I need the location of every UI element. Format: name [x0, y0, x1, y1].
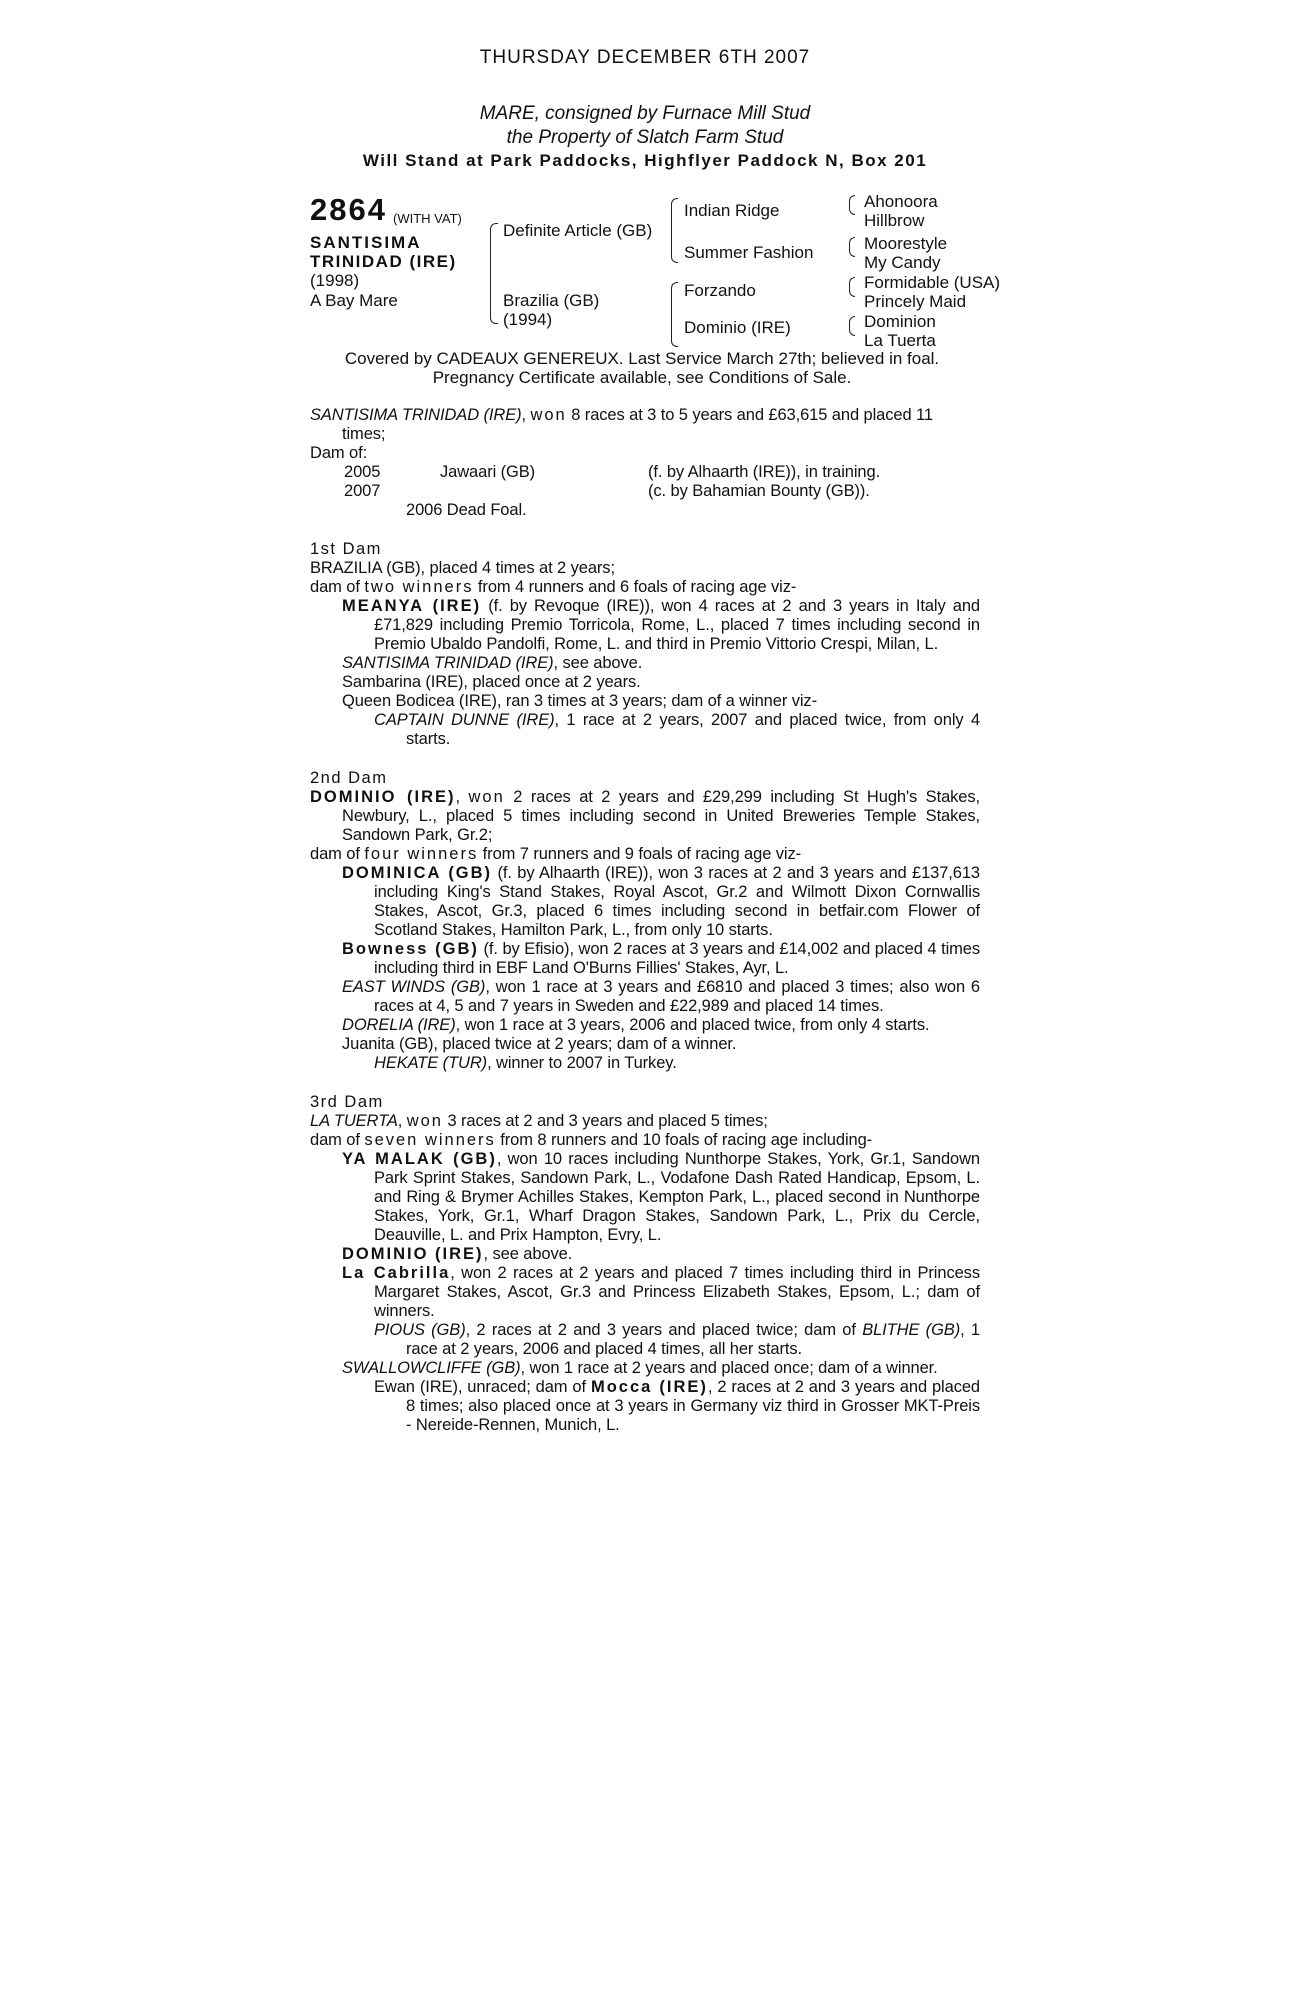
consignor-line: MARE, consigned by Furnace Mill Stud	[479, 103, 811, 124]
entry-sambarina: Sambarina (IRE), placed once at 2 years.	[342, 673, 641, 691]
pedigree-ssd: Hillbrow	[864, 211, 925, 230]
entry-ya-malak: YA MALAK (GB), won 10 races including Nunthorpe Stakes, York, Gr.1, Sandown Park Sprint Stakes, Sandown Park, L., Vodafone Dash Rated Handicap, Epsom, L. and Ring & Brymer Achilles Stakes, Kempton Park, L., placed second in Nunthorpe Stakes, York, Gr.1, Wharf Dragon Stakes, Sandown Park, L., Prix du Cercle, Deauville, L. and Prix Hampton, Evry, L.	[342, 1150, 980, 1244]
entry-queen-bodicea: Queen Bodicea (IRE), ran 3 times at 3 years; dam of a winner viz-	[342, 692, 817, 710]
pedigree-sire: Definite Article (GB)	[503, 221, 653, 240]
pedigree-brace-a2	[849, 204, 855, 215]
third-dam-produce-summary: dam of seven winners from 8 runners and 10 foals of racing age including-	[310, 1131, 873, 1149]
entry-dominica: DOMINICA (GB) (f. by Alhaarth (IRE)), won 3 races at 2 and 3 years and £137,613 including King's Stand Stakes, Royal Ascot, Gr.2 and Wilmott Dixon Cornwallis Stakes, Ascot, Gr.3, placed 6 times including second in betfair.com Flower of Scotland Stakes, Hamilton Park, L., from only 10 starts.	[342, 864, 981, 939]
pedigree-brace-dam-upper	[671, 282, 678, 315]
pedigree-dss: Formidable (USA)	[864, 273, 1001, 292]
entry-pious: PIOUS (GB), 2 races at 2 and 3 years and placed twice; dam of BLITHE (GB), 1 race at 2 years, 2006 and placed 4 times, all her starts.	[374, 1321, 980, 1358]
second-dam-heading: 2nd Dam	[310, 769, 388, 787]
entry-hekate: HEKATE (TUR), winner to 2007 in Turkey.	[374, 1054, 677, 1072]
dam-of-label: Dam of:	[310, 444, 368, 462]
pedigree-dds: Dominion	[864, 312, 936, 331]
catalogue-text	[310, 406, 980, 1435]
pedigree-sdd: My Candy	[864, 253, 941, 272]
pedigree-brace-c2	[849, 286, 855, 297]
mare-summary: SANTISIMA TRINIDAD (IRE), won 8 races at 3 to 5 years and £63,615 and placed 11 times;	[310, 406, 933, 443]
horse-description: A Bay Mare	[310, 291, 398, 310]
pedigree-ddd: La Tuerta	[864, 331, 936, 350]
first-dam-heading: 1st Dam	[310, 540, 382, 558]
property-line: the Property of Slatch Farm Stud	[506, 127, 784, 148]
pedigree-brace-d2	[849, 325, 855, 336]
first-dam-produce-summary: dam of two winners from 4 runners and 6 foals of racing age viz-	[310, 578, 797, 596]
pedigree-brace-b2	[849, 246, 855, 257]
pedigree-dsd: Princely Maid	[864, 292, 967, 311]
entry-captain-dunne: CAPTAIN DUNNE (IRE), 1 race at 2 years, 2007 and placed twice, from only 4 starts.	[374, 711, 981, 748]
pedigree-dam: Brazilia (GB)	[503, 291, 600, 310]
pedigree-brace-sire-lower	[671, 230, 678, 263]
entry-santisima: SANTISIMA TRINIDAD (IRE), see above.	[342, 654, 643, 672]
pedigree-brace-sire-upper	[671, 198, 678, 231]
second-dam-summary: DOMINIO (IRE), won 2 races at 2 years and £29,299 including St Hugh's Stakes, Newbury, L., placed 5 times including second in United Breweries Temple Stakes, Sandown Park, Gr.2;	[310, 788, 981, 844]
second-dam-produce-summary: dam of four winners from 7 runners and 9 foals of racing age viz-	[310, 845, 802, 863]
entry-la-cabrilla: La Cabrilla, won 2 races at 2 years and placed 7 times including third in Princess Margaret Stakes, Ascot, Gr.3 and Princess Elizabeth Stakes, Epsom, L.; dam of winners.	[342, 1264, 980, 1320]
covered-line: Covered by CADEAUX GENEREUX. Last Service March 27th; believed in foal.	[344, 349, 940, 368]
pedigree-sire-dam: Summer Fashion	[684, 243, 814, 262]
vat-note: (WITH VAT)	[393, 211, 462, 226]
won-label: won	[530, 406, 567, 424]
entry-dorelia: DORELIA (IRE), won 1 race at 3 years, 2006 and placed twice, from only 4 starts.	[342, 1016, 930, 1034]
entry-ewan: Ewan (IRE), unraced; dam of Mocca (IRE), 2 races at 2 and 3 years and placed 8 times; also placed once at 3 years in Germany viz third in Grosser MKT-Preis - Nereide-Rennen, Munich, L.	[374, 1378, 981, 1434]
third-dam-heading: 3rd Dam	[310, 1093, 384, 1111]
pedigree-brace-lower	[490, 273, 498, 324]
entry-juanita: Juanita (GB), placed twice at 2 years; dam of a winner.	[342, 1035, 737, 1053]
entry-east-winds: EAST WINDS (GB), won 1 race at 3 years and £6810 and placed 3 times; also won 6 races at 4, 5 and 7 years in Sweden and £22,989 and placed 14 times.	[342, 978, 980, 1015]
lot-number: 2864	[310, 192, 387, 227]
pedigree-brace-dam-lower	[671, 314, 678, 347]
produce-row: 2007 (c. by Bahamian Bounty (GB)).	[344, 482, 870, 500]
pedigree-dam-sire: Forzando	[684, 281, 756, 300]
stand-location: Will Stand at Park Paddocks, Highflyer Paddock N, Box 201	[362, 151, 928, 170]
entry-bowness: Bowness (GB) (f. by Efisio), won 2 races at 3 years and £14,002 and placed 4 times including third in EBF Land O'Burns Fillies' Stakes, Ayr, L.	[342, 940, 981, 977]
pregnancy-line: Pregnancy Certificate available, see Conditions of Sale.	[432, 368, 852, 387]
entry-dominio: DOMINIO (IRE), see above.	[342, 1245, 573, 1263]
dead-foal-note: 2006 Dead Foal.	[406, 501, 527, 519]
pedigree-sire-sire: Indian Ridge	[684, 201, 780, 220]
horse-name-line2: TRINIDAD (IRE)	[310, 252, 457, 271]
horse-name-line1: SANTISIMA	[310, 233, 422, 252]
foaling-year: (1998)	[310, 271, 360, 290]
produce-row: 2005 Jawaari (GB) (f. by Alhaarth (IRE)), in training.	[344, 463, 881, 481]
entry-swallowcliffe: SWALLOWCLIFFE (GB), won 1 race at 2 years and placed once; dam of a winner.	[342, 1359, 938, 1377]
pedigree-sds: Moorestyle	[864, 234, 948, 253]
entry-meanya: MEANYA (IRE) (f. by Revoque (IRE)), won 4 races at 2 and 3 years in Italy and £71,829 including Premio Torricola, Rome, L., placed 7 times including second in Premio Ubaldo Pandolfi, Rome, L. and third in Premio Vittorio Crespi, Milan, L.	[342, 597, 980, 653]
mare-name: SANTISIMA TRINIDAD (IRE)	[310, 406, 522, 424]
pedigree-sss: Ahonoora	[864, 192, 938, 211]
sale-date: THURSDAY DECEMBER 6TH 2007	[479, 47, 811, 68]
pedigree-brace-upper	[490, 223, 498, 274]
third-dam-summary: LA TUERTA, won 3 races at 2 and 3 years and placed 5 times;	[310, 1112, 768, 1130]
first-dam-summary: BRAZILIA (GB), placed 4 times at 2 years;	[310, 559, 615, 577]
pedigree-dam-dam: Dominio (IRE)	[684, 318, 791, 337]
pedigree-dam-year: (1994)	[503, 310, 553, 329]
